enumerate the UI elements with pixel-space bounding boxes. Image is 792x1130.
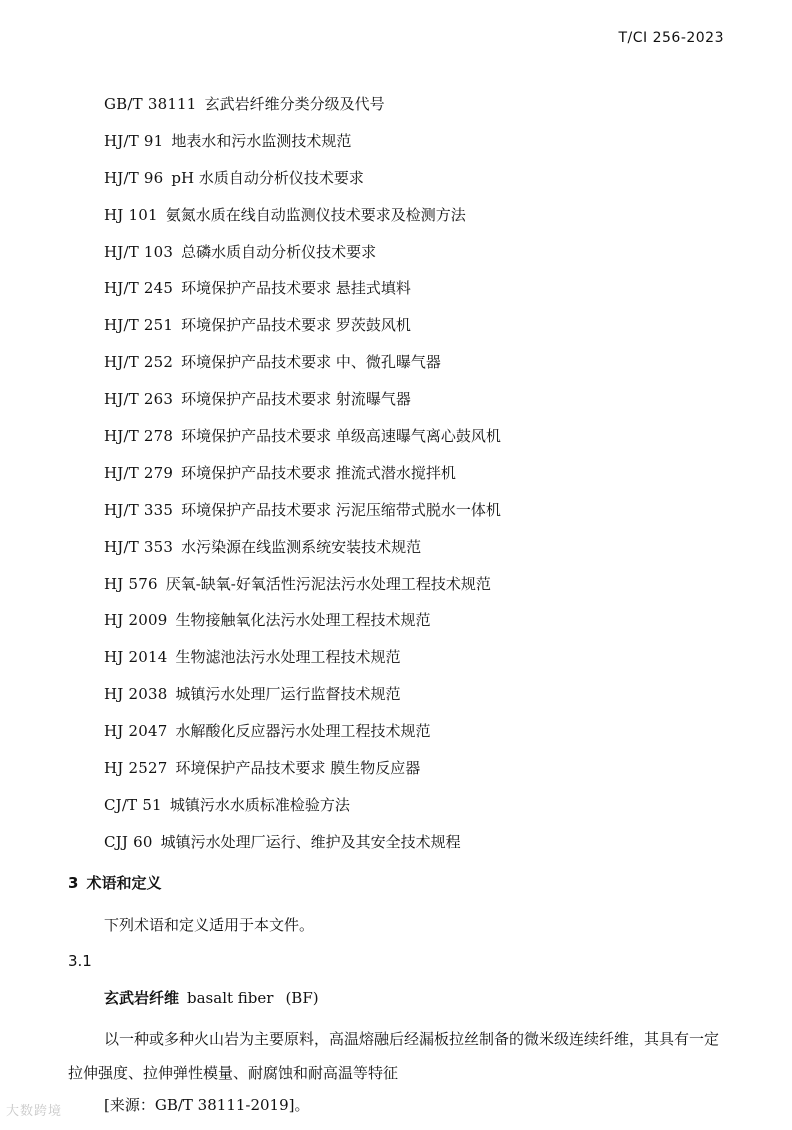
reference-code: HJ/T 103	[104, 242, 174, 261]
reference-code: HJ 101	[104, 205, 158, 224]
reference-title: 城镇污水处理厂运行、维护及其安全技术规程	[160, 832, 461, 851]
reference-item	[104, 307, 501, 344]
reference-code: CJJ 60	[104, 832, 153, 851]
reference-title: 环境保护产品技术要求 推流式潜水搅拌机	[181, 463, 456, 482]
reference-code: HJ/T 252	[104, 353, 174, 372]
term-number: 3.1	[68, 952, 92, 970]
reference-item	[104, 529, 501, 566]
reference-code: HJ 2014	[104, 648, 168, 667]
reference-item	[104, 713, 501, 750]
reference-title: 城镇污水水质标准检验方法	[169, 795, 350, 814]
reference-code: HJ 2527	[104, 759, 168, 778]
section-heading	[68, 872, 161, 893]
reference-item	[104, 787, 501, 824]
term-name-zh: 玄武岩纤维	[104, 989, 180, 1007]
reference-item	[104, 639, 501, 676]
reference-code: HJ/T 263	[104, 390, 174, 409]
term-abbreviation: (BF)	[285, 989, 319, 1007]
section-number: 3	[68, 874, 79, 892]
reference-code: HJ/T 96	[104, 168, 164, 187]
reference-code: HJ 2038	[104, 685, 168, 704]
reference-title: 环境保护产品技术要求 悬挂式填料	[181, 279, 411, 298]
reference-code: HJ/T 251	[104, 316, 174, 335]
reference-item	[104, 676, 501, 713]
reference-item	[104, 492, 501, 529]
reference-title: 氨氮水质在线自动监测仪技术要求及检测方法	[165, 205, 466, 224]
watermark-text: 大数跨境	[6, 1104, 63, 1119]
watermark-logo	[6, 1100, 62, 1119]
reference-code: HJ 576	[104, 574, 158, 593]
reference-item	[104, 750, 501, 787]
term-name-en: basalt fiber	[187, 989, 274, 1007]
reference-title: 环境保护产品技术要求 射流曝气器	[181, 390, 411, 409]
term-heading	[104, 987, 319, 1008]
section-title: 术语和定义	[86, 874, 162, 892]
reference-item	[104, 123, 501, 160]
reference-title: 环境保护产品技术要求 单级高速曝气离心鼓风机	[181, 427, 501, 446]
reference-code: GB/T 38111	[104, 95, 197, 113]
reference-item	[104, 418, 501, 455]
term-source: [来源：GB/T 38111-2019]。	[104, 1096, 310, 1114]
normative-references-list	[104, 86, 501, 861]
reference-code: HJ/T 279	[104, 463, 174, 482]
reference-code: CJ/T 51	[104, 795, 162, 814]
reference-title: 水解酸化反应器污水处理工程技术规范	[175, 722, 431, 741]
document-number: T/CI 256-2023	[618, 30, 724, 46]
reference-code: HJ/T 245	[104, 279, 174, 298]
reference-code: HJ/T 278	[104, 427, 174, 446]
reference-title: 环境保护产品技术要求 污泥压缩带式脱水一体机	[181, 500, 501, 519]
reference-title: 环境保护产品技术要求 膜生物反应器	[175, 759, 421, 778]
reference-title: 总磷水质自动分析仪技术要求	[181, 242, 377, 261]
reference-item	[104, 197, 501, 234]
reference-code: HJ 2047	[104, 722, 168, 741]
reference-item	[104, 602, 501, 639]
reference-item	[104, 344, 501, 381]
reference-title: 玄武岩纤维分类分级及代号	[204, 95, 385, 113]
reference-item	[104, 234, 501, 271]
reference-item	[104, 86, 501, 123]
reference-title: 环境保护产品技术要求 罗茨鼓风机	[181, 316, 411, 335]
reference-item	[104, 566, 501, 603]
reference-code: HJ/T 335	[104, 500, 174, 519]
term-definition: 以一种或多种火山岩为主要原料，高温熔融后经漏板拉丝制备的微米级连续纤维，其具有一定拉伸强度、拉伸弹性模量、耐腐蚀和耐高温等特征	[68, 1030, 720, 1082]
reference-code: HJ 2009	[104, 611, 168, 630]
reference-item	[104, 455, 501, 492]
reference-title: 城镇污水处理厂运行监督技术规范	[175, 685, 401, 704]
reference-title: 水污染源在线监测系统安装技术规范	[181, 537, 422, 556]
reference-title: 生物滤池法污水处理工程技术规范	[175, 648, 401, 667]
reference-code: HJ/T 353	[104, 537, 174, 556]
reference-item	[104, 160, 501, 197]
section-intro-paragraph: 下列术语和定义适用于本文件。	[104, 916, 315, 934]
reference-item	[104, 824, 501, 861]
reference-title: 环境保护产品技术要求 中、微孔曝气器	[181, 353, 441, 372]
reference-title: pH 水质自动分析仪技术要求	[171, 168, 364, 187]
reference-title: 生物接触氧化法污水处理工程技术规范	[175, 611, 431, 630]
reference-item	[104, 381, 501, 418]
reference-title: 厌氧-缺氧-好氧活性污泥法污水处理工程技术规范	[165, 574, 491, 593]
reference-title: 地表水和污水监测技术规范	[171, 131, 352, 150]
reference-item	[104, 270, 501, 307]
reference-code: HJ/T 91	[104, 131, 164, 150]
